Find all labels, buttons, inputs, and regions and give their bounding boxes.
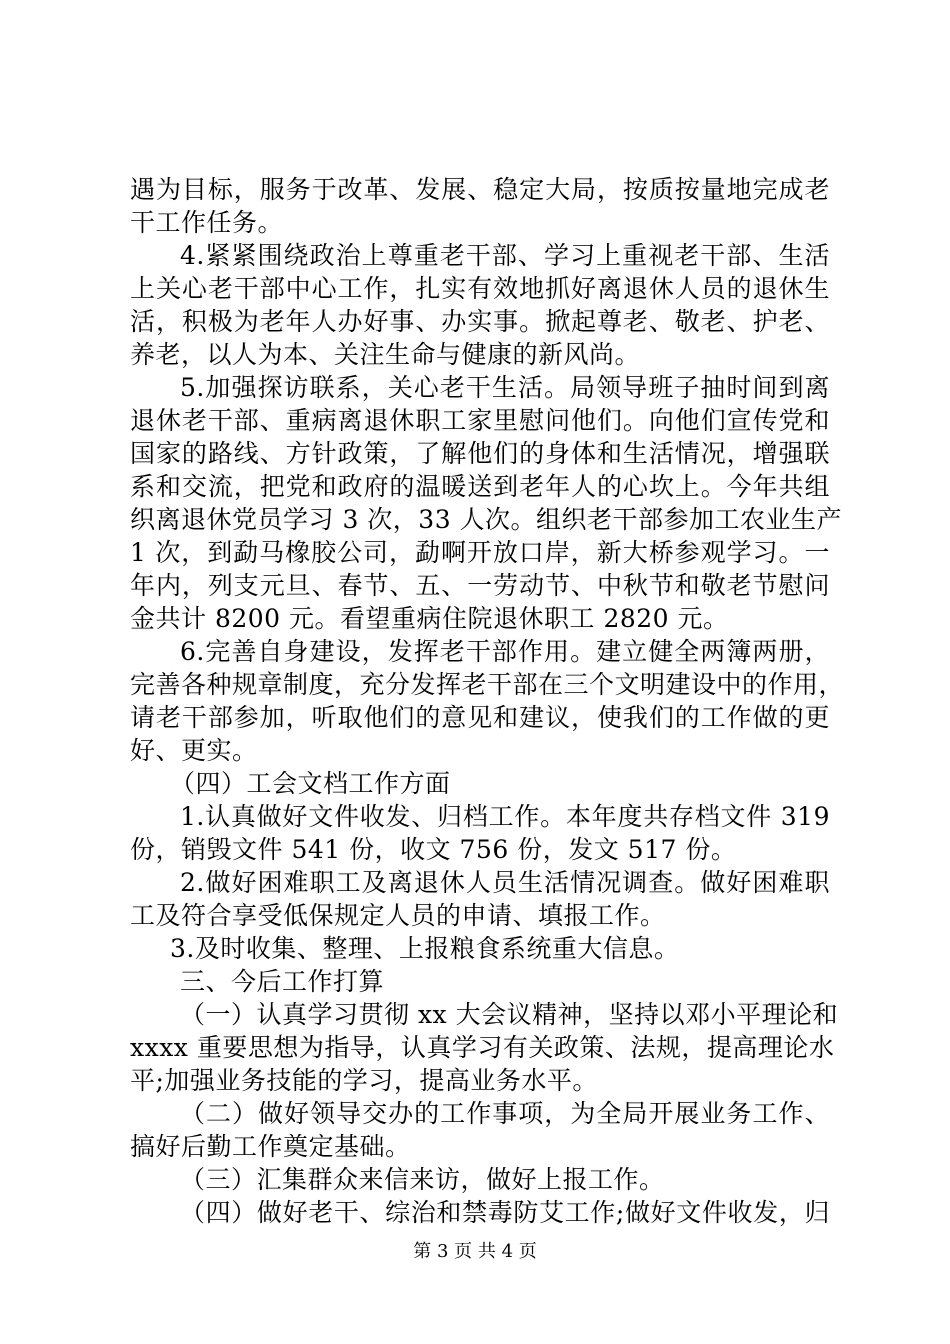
text-line: 三、今后工作打算 — [180, 967, 385, 996]
text-line: 3.及时收集、整理、上报粮食系统重大信息。 — [170, 934, 680, 963]
text-line: xxxx 重要思想为指导，认真学习有关政策、法规，提高理论水 — [130, 1033, 835, 1062]
text-line: 平;加强业务技能的学习，提高业务水平。 — [130, 1066, 598, 1095]
text-line: 国家的路线、方针政策，了解他们的身体和生活情况，增强联 — [130, 439, 830, 468]
text-line: 上关心老干部中心工作，扎实有效地抓好离退休人员的退休生 — [130, 274, 830, 303]
text-line: 2.做好困难职工及离退休人员生活情况调查。做好困难职 — [180, 868, 830, 897]
text-line: 活，积极为老年人办好事、办实事。掀起尊老、敬老、护老、 — [130, 307, 830, 336]
page-footer — [0, 1240, 950, 1264]
text-line: 搞好后勤工作奠定基础。 — [130, 1132, 411, 1161]
text-line: 6.完善自身建设，发挥老干部作用。建立健全两簿两册， — [180, 637, 830, 666]
document-body — [130, 173, 845, 1229]
text-line: 5.加强探访联系，关心老干生活。局领导班子抽时间到离 — [180, 373, 830, 402]
text-line: 工及符合享受低保规定人员的申请、填报工作。 — [130, 901, 666, 930]
text-line: （三）汇集群众来信来访，做好上报工作。 — [180, 1165, 665, 1194]
text-line: 养老，以人为本、关注生命与健康的新风尚。 — [130, 340, 641, 369]
text-line: （四）工会文档工作方面 — [170, 769, 451, 798]
text-line: 遇为目标，服务于改革、发展、稳定大局，按质按量地完成老 — [130, 175, 830, 204]
text-line: 系和交流，把党和政府的温暖送到老年人的心坎上。今年共组 — [130, 472, 830, 501]
text-line: 份，销毁文件 541 份，收文 756 份，发文 517 份。 — [130, 835, 737, 864]
text-line: （四）做好老干、综治和禁毒防艾工作;做好文件收发，归 — [180, 1198, 830, 1227]
text-line: 干工作任务。 — [130, 208, 284, 237]
text-line: 退休老干部、重病离退休职工家里慰问他们。向他们宣传党和 — [130, 406, 830, 435]
text-line: 4.紧紧围绕政治上尊重老干部、学习上重视老干部、生活 — [180, 241, 830, 270]
text-line: 完善各种规章制度，充分发挥老干部在三个文明建设中的作用， — [130, 670, 845, 699]
text-line: 金共计 8200 元。看望重病住院退休职工 2820 元。 — [130, 604, 729, 633]
text-line: （一）认真学习贯彻 xx 大会议精神，坚持以邓小平理论和 — [180, 1000, 839, 1029]
text-line: 1 次，到勐马橡胶公司，勐啊开放口岸，新大桥参观学习。一 — [130, 538, 830, 567]
text-line: （二）做好领导交办的工作事项，为全局开展业务工作、 — [180, 1099, 830, 1128]
text-line: 织离退休党员学习 3 次，33 人次。组织老干部参加工农业生产 — [130, 505, 843, 534]
page-number: 第 3 页 共 4 页 — [413, 1241, 537, 1262]
text-line: 年内，列支元旦、春节、五、一劳动节、中秋节和敬老节慰问 — [130, 571, 830, 600]
text-line: 请老干部参加，听取他们的意见和建议，使我们的工作做的更 — [130, 703, 830, 732]
text-line: 好、更实。 — [130, 736, 258, 765]
text-line: 1.认真做好文件收发、归档工作。本年度共存档文件 319 — [180, 802, 830, 831]
